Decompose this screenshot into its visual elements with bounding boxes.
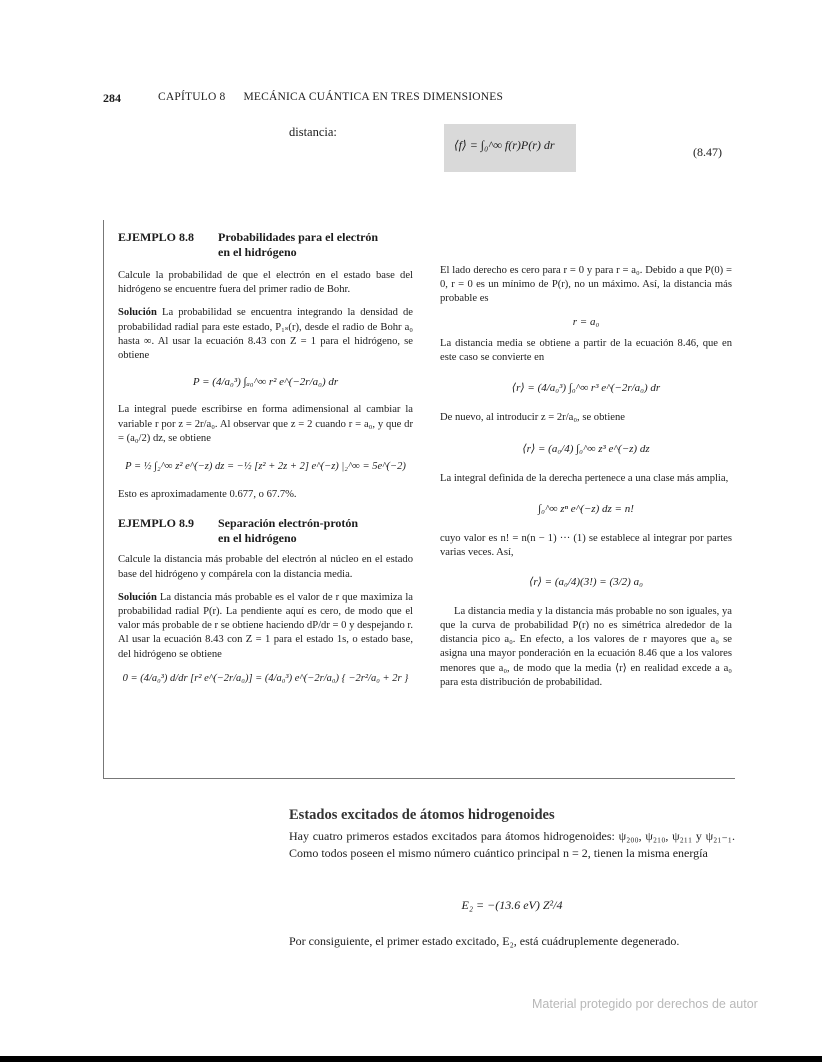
right-text-5: cuyo valor es n! = n(n − 1) ··· (1) se establece al integrar por partes varias veces. Así, [440,533,732,559]
formula-mean-z: ⟨r⟩ = (a₀/4) ∫₀^∞ z³ e^(−z) dz [522,442,650,455]
formula-mean-result: ⟨r⟩ = (a₀/4)(3!) = (3/2) a₀ [529,575,643,588]
example-8-8-title-line2: en el hidrógeno [218,245,297,259]
right-text-3: De nuevo, al introducir z = 2r/a₀, se obtiene [440,412,625,424]
formula-factorial-integral: ∫₀^∞ zⁿ e^(−z) dz = n! [538,503,634,516]
formula-most-probable: r = a₀ [572,315,600,328]
example-8-8-result: Esto es aproximadamente 0.677, o 67.7%. [118,489,297,501]
chapter-title: MECÁNICA CUÁNTICA EN TRES DIMENSIONES [243,91,504,103]
solution-label: Solución [118,307,157,319]
example-8-9-solution [118,591,413,662]
example-8-9-label: EJEMPLO 8.9 [118,516,195,531]
energy-equation: E₂ = −(13.6 eV) Z²/4 [461,898,563,912]
example-8-8-text2: La integral puede escribirse en forma adimensional al cambiar la variable r por z = 2r/a₀. Al observar que z = 2 cuando r = a₀, y que dr = (a₀/2) dz, se obtiene [118,404,413,444]
example-8-9-title-line1: Separación electrón-protón [218,516,359,531]
example-8-9-statement: Calcule la distancia más probable del electrón al núcleo en el estado base del hidrógeno y compárela con la distancia media. [118,554,413,580]
section-paragraph-1: Hay cuatro primeros estados excitados para átomos hidrogenoides: ψ₂₀₀, ψ₂₁₀, ψ₂₁₁ y ψ₂₁₋₁. Como todos poseen el mismo número cuántico principal n = 2, tienen la misma energía [289,829,735,860]
formula-mean-distance: ⟨r⟩ = (4/a₀³) ∫₀^∞ r³ e^(−2r/a₀) dr [511,382,661,395]
example-8-9-heading [118,516,413,546]
right-text-1: El lado derecho es cero para r = 0 y para r = a₀. Debido a que P(0) = 0, r = 0 es un mínimo de P(r), no un máximo. Así, la distancia más probable es [440,265,732,305]
formula-probability: P = (4/a₀³) ∫ₐ₀^∞ r² e^(−2r/a₀) dr [192,376,339,389]
equation-number: (8.47) [693,145,722,159]
intro-text: distancia: [289,125,337,139]
example-8-8-label: EJEMPLO 8.8 [118,230,195,244]
section-paragraph-2: Por consiguiente, el primer estado excitado, E₂, está cuádruplemente degenerado. [289,934,680,948]
running-header [158,91,521,103]
formula-derivative: 0 = (4/a₀³) d/dr [r² e^(−2r/a₀)] = (4/a₀³) e^(−2r/a₀) { −2r²/a₀ + 2r } [122,672,409,684]
chapter-label: CAPÍTULO 8 [158,91,226,103]
example-8-8-statement: Calcule la probabilidad de que el electrón en el estado base del hidrógeno se encuentre fuera del primer radio de Bohr. [118,270,413,296]
example-8-9-title-line2: en el hidrógeno [218,531,297,546]
right-text-6: La distancia media y la distancia más probable no son iguales, ya que la curva de probabilidad P(r) no es simétrica alrededor de la distancia pico a₀. En efecto, a los valores de r mayores que a₀ se asigna una mayor ponderación en la ecuación 8.46 que a los valores menores que a₀, de modo que la media ⟨r⟩ en realidad excede a a₀ para esta distribución de probabilidad. [440,605,732,688]
equation-8-47: ⟨f⟩ = ∫₀^∞ f(r)P(r) dr [454,138,555,152]
example-8-8-heading [118,230,413,260]
copyright-watermark: Material protegido por derechos de autor [532,997,758,1011]
formula-probability-result: P = ½ ∫₂^∞ z² e^(−z) dz = −½ [z² + 2z + 2] e^(−z) |₂^∞ = 5e^(−2) [125,461,406,473]
example-8-8-title-line1: Probabilidades para el electrón [218,230,379,244]
solution-text: La distancia más probable es el valor de r que maximiza la probabilidad radial P(r). La pendiente aquí es cero, de modo que el valor más probable de r se obtiene haciendo dP/dr = 0 y despejando r. Al usar la ecuación 8.43 con Z = 1 para el estado 1s, o estado base, del hidrógeno se obtiene [118,591,413,660]
solution-text: La probabilidad se encuentra integrando la densidad de probabilidad radial para este estado, P₁ₛ(r), desde el radio de Bohr a₀ hasta ∞. Al usar la ecuación 8.43 con Z = 1 para el hidrógeno, se obtiene [118,307,413,362]
right-text-4: La integral definida de la derecha pertenece a una clase más amplia, [440,472,729,484]
solution-label: Solución [118,591,157,603]
example-8-8-solution [118,306,413,363]
bottom-border [0,1056,822,1062]
right-column [440,264,732,690]
right-text-2: La distancia media se obtiene a partir de la ecuación 8.46, que en este caso se convierte en [440,337,732,364]
left-column [118,230,413,686]
section-title: Estados excitados de átomos hidrogenoides [289,807,555,823]
page-number: 284 [103,91,121,105]
